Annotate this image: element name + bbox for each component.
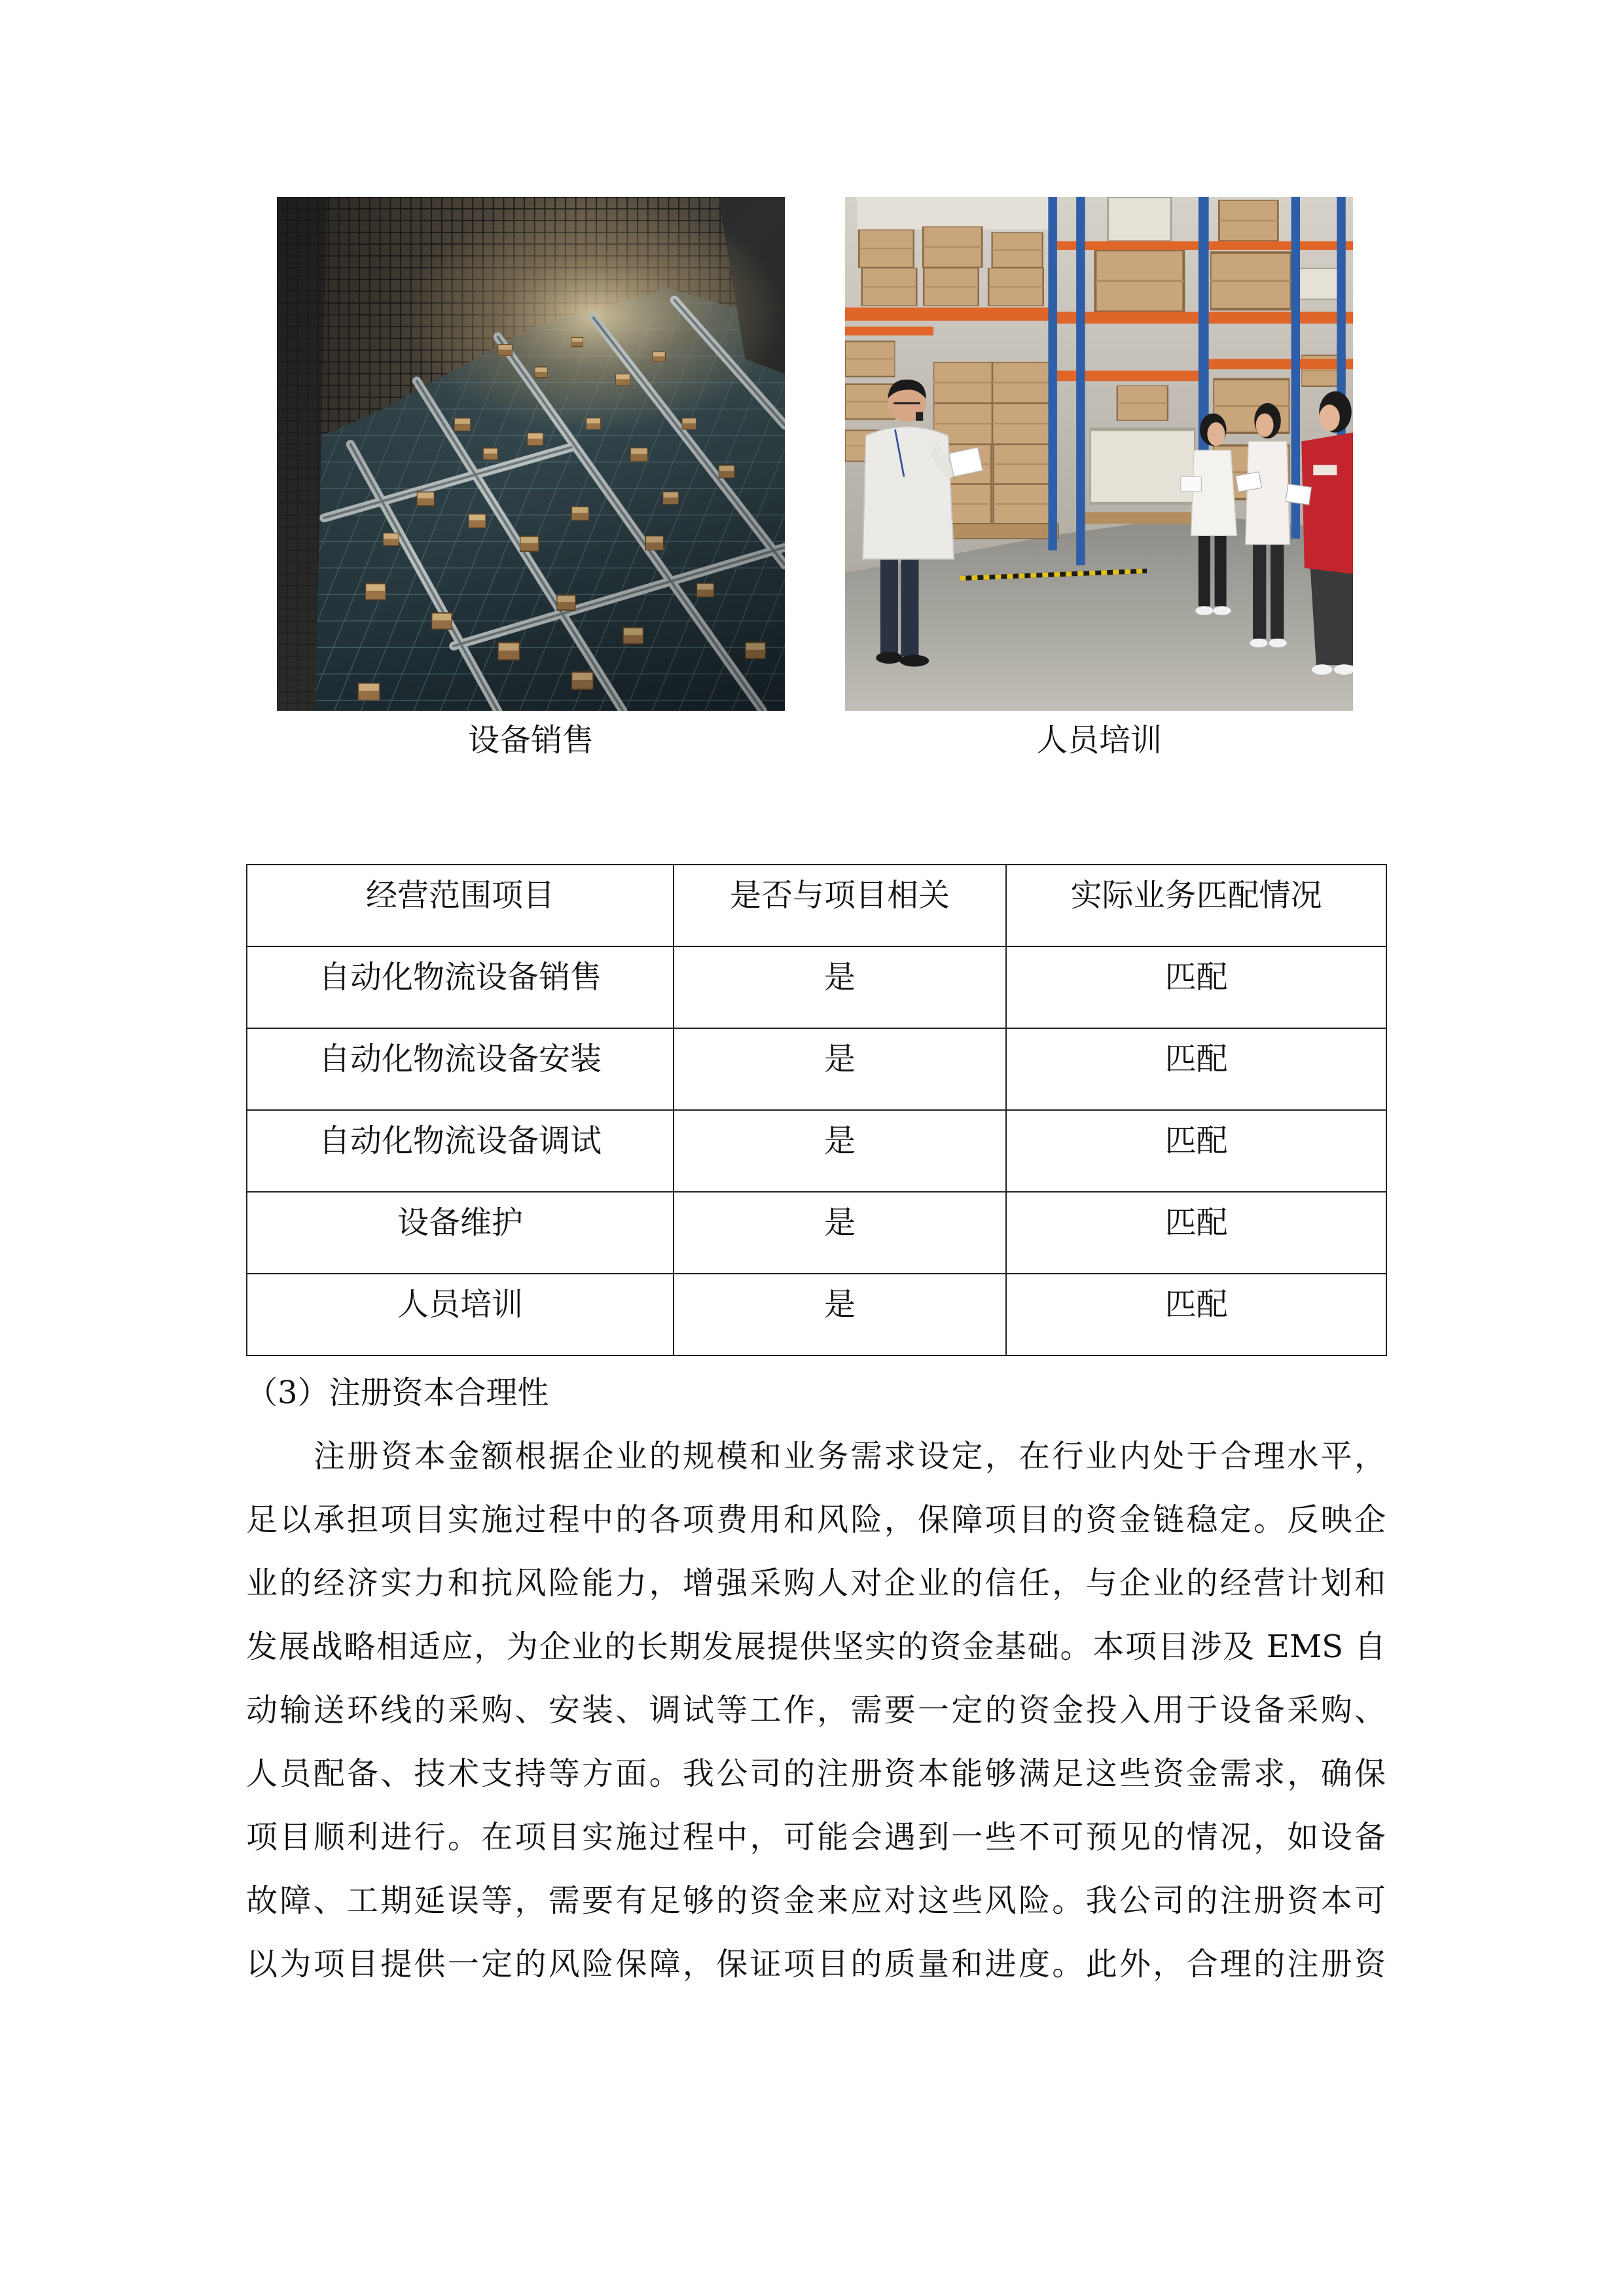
paragraph-line: 动输送环线的采购、安装、调试等工作，需要一定的资金投入用于设备采购、 [246,1692,1386,1729]
paragraph-line: 足以承担项目实施过程中的各项费用和风险，保障项目的资金链稳定。反映企 [246,1501,1386,1538]
cell-match: 匹配 [1006,946,1386,1028]
paragraph-line: 发展战略相适应，为企业的长期发展提供坚实的资金基础。本项目涉及 EMS 自 [246,1628,1386,1665]
automated-warehouse-image [277,197,785,711]
cell-related: 是 [674,1192,1006,1274]
paragraph-line: 人员配备、技术支持等方面。我公司的注册资本能够满足这些资金需求，确保 [246,1755,1386,1792]
cell-match: 匹配 [1006,1192,1386,1274]
cell-match: 匹配 [1006,1274,1386,1355]
table-row [247,946,1386,1028]
staff-training-photo [845,197,1353,711]
cell-scope-item: 自动化物流设备安装 [247,1028,674,1110]
header-project-related: 是否与项目相关 [674,865,1006,946]
cell-related: 是 [674,1028,1006,1110]
cell-related: 是 [674,1274,1006,1355]
cell-scope-item: 自动化物流设备调试 [247,1110,674,1192]
photo-caption-staff-training: 人员培训 [1036,722,1162,759]
cell-related: 是 [674,1110,1006,1192]
cell-scope-item: 人员培训 [247,1274,674,1355]
paragraph-line: 故障、工期延误等，需要有足够的资金来应对这些风险。我公司的注册资本可 [246,1882,1386,1919]
paragraph-line: 以为项目提供一定的风险保障，保证项目的质量和进度。此外，合理的注册资 [246,1946,1386,1982]
header-business-match: 实际业务匹配情况 [1006,865,1386,946]
table-row [247,1192,1386,1274]
cell-related: 是 [674,946,1006,1028]
cell-scope-item: 自动化物流设备销售 [247,946,674,1028]
table-row [247,1110,1386,1192]
staff-training-image [845,197,1353,711]
table-row [247,1274,1386,1355]
cell-scope-item: 设备维护 [247,1192,674,1274]
cell-match: 匹配 [1006,1028,1386,1110]
photo-caption-equipment-sales: 设备销售 [467,722,594,759]
section-paragraph [246,1425,1386,1996]
photo-vignette [277,197,785,711]
paragraph-line: 项目顺利进行。在项目实施过程中，可能会遇到一些不可预见的情况，如设备 [246,1819,1386,1856]
paragraph-line: 注册资本金额根据企业的规模和业务需求设定，在行业内处于合理水平， [314,1438,1386,1475]
business-scope-table [246,864,1387,1356]
header-business-scope: 经营范围项目 [247,865,674,946]
registered-capital-section [246,1361,1386,1996]
equipment-sales-photo [277,197,785,711]
table-header-row [247,865,1386,946]
section-heading: （3）注册资本合理性 [246,1374,549,1411]
paragraph-line: 业的经济实力和抗风险能力，增强采购人对企业的信任，与企业的经营计划和 [246,1565,1386,1602]
cell-match: 匹配 [1006,1110,1386,1192]
table-row [247,1028,1386,1110]
